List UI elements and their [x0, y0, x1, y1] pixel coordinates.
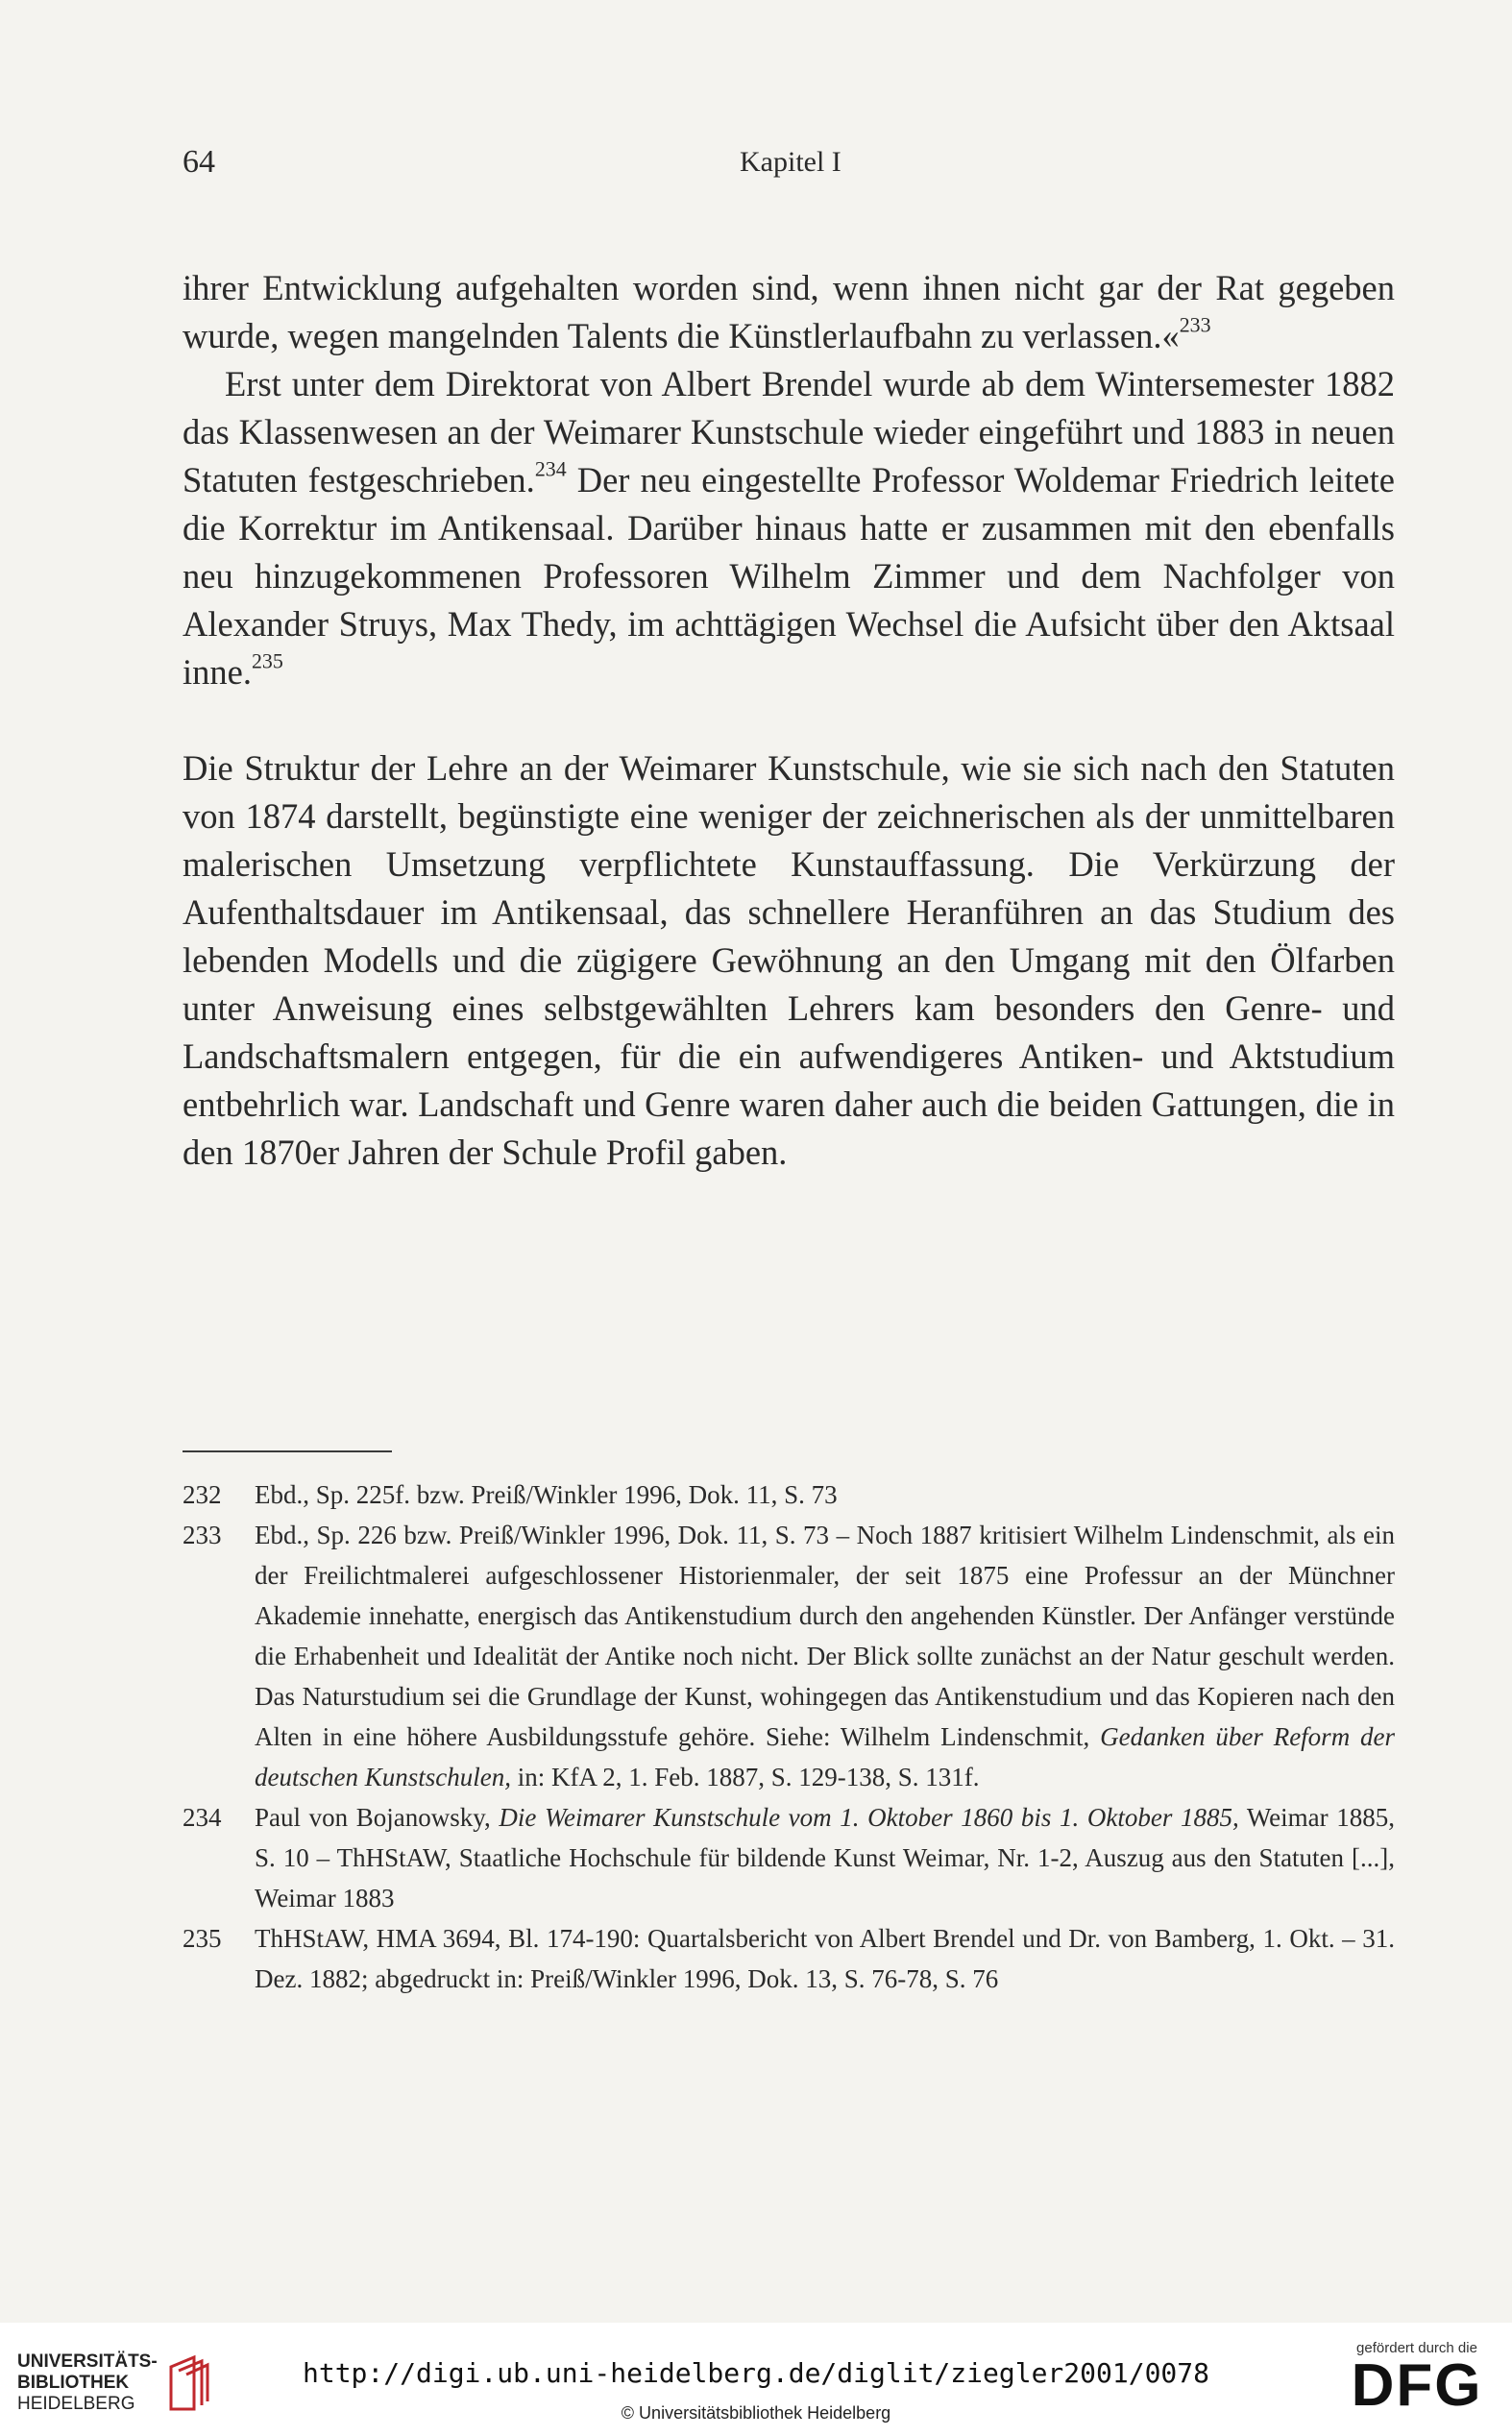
footnote-text-b: in: KfA 2, 1. Feb. 1887, S. 129-138, S. 131f.: [510, 1763, 980, 1791]
footnote-text-b: Weimar 1885, S. 10 – ThHStAW, Staatliche Hochschule für bildende Kunst Weimar, Nr. 1-2, Auszug aus den Statuten [...], Weimar 1883: [255, 1803, 1396, 1912]
page-number: 64: [183, 144, 215, 180]
footnote-number: 232: [183, 1480, 222, 1509]
paragraph-2-text-a: Erst unter dem Direktorat von Albert Brendel wurde ab dem Wintersemester 1882 das Klassenwesen an der Weimarer Kunstschule wieder eingeführt und 1883 in neuen Statuten festgeschrieben.: [183, 364, 1395, 499]
footnote-ref-234: 234: [534, 456, 567, 481]
footnote-number: 235: [183, 1924, 222, 1953]
footnote-divider: [183, 1450, 392, 1452]
footnote-number: 234: [183, 1803, 222, 1832]
paragraph-2-text-b: Der neu eingestellte Professor Woldemar Friedrich leitete die Korrektur im Antikensaal. Darüber hinaus hatte er zusammen mit den ebenfalls neu hinzugekommenen Professoren Wilhelm Zimmer und dem Nachfolger von Alexander Struys, Max Thedy, im achttägigen Wechsel die Aufsicht über den Aktsaal inne.: [183, 460, 1395, 692]
footnote-text: Ebd., Sp. 225f. bzw. Preiß/Winkler 1996, Dok. 11, S. 73: [255, 1480, 838, 1509]
footnote-text: [255, 1797, 1395, 1918]
paragraph-1: [183, 264, 1395, 360]
footnote-number: 233: [183, 1521, 222, 1549]
library-name-line-1: UNIVERSITÄTS-: [17, 2351, 158, 2372]
footnote-title: Gedanken über Reform der deutschen Kunstschulen,: [255, 1722, 1395, 1791]
footnote-text-a: Paul von Bojanowsky,: [255, 1803, 500, 1832]
body-text: [183, 264, 1395, 1177]
dfg-caption: gefördert durch die: [1356, 2340, 1477, 2356]
dfg-logo-text: DFG: [1351, 2352, 1483, 2419]
footnote-232: [183, 1474, 1395, 1515]
running-head: Kapitel I: [740, 146, 841, 178]
permalink-url[interactable]: http://digi.ub.uni-heidelberg.de/diglit/ziegler2001/0078: [302, 2357, 1209, 2389]
digitization-footer: [0, 2323, 1512, 2436]
footnote-233: [183, 1515, 1395, 1797]
footnotes: [183, 1474, 1395, 1999]
footnote-text-a: Ebd., Sp. 226 bzw. Preiß/Winkler 1996, Dok. 11, S. 73 – Noch 1887 kritisiert Wilhelm Lindenschmit, als ein der Freilichtmalerei aufgeschlossener Historienmaler, der seit 1875 eine Professur an der Münchner Akademie innehatte, energisch das Antikenstudium durch den angehenden Künstler. Der Anfänger verstünde die Erhabenheit und Idealität der Antike noch nicht. Der Blick sollte zunächst an der Natur geschult werden. Das Naturstudium sei die Grundlage der Kunst, wohingegen das Antikenstudium und das Kopieren nach den Alten in eine höhere Ausbildungsstufe gehöre. Siehe: Wilhelm Lindenschmit,: [255, 1521, 1395, 1751]
paragraph-1-text: ihrer Entwicklung aufgehalten worden sind, wenn ihnen nicht gar der Rat gegeben wurde, wegen mangelnden Talents die Künstlerlaufbahn zu verlassen.«: [183, 268, 1395, 355]
copyright-notice: © Universitätsbibliothek Heidelberg: [621, 2403, 891, 2423]
library-name-line-2: BIBLIOTHEK: [17, 2373, 130, 2393]
footnote-title: Die Weimarer Kunstschule vom 1. Oktober 1860 bis 1. Oktober 1885,: [499, 1803, 1239, 1832]
footnote-ref-233: 233: [1179, 312, 1211, 337]
footnote-ref-235: 235: [251, 648, 283, 673]
paragraph-3: Die Struktur der Lehre an der Weimarer Kunstschule, wie sie sich nach den Statuten von 1874 darstellt, begünstigte eine weniger der zeichnerischen als der unmittelbaren malerischen Umsetzung verpflichtete Kunstauffassung. Die Verkürzung der Aufenthaltsdauer im Antikensaal, das schnellere Heranführen an das Studium des lebenden Modells und die zügigere Gewöhnung an den Umgang mit den Ölfarben unter Anweisung eines selbstgewählten Lehrers kam besonders den Genre- und Landschaftsmalern entgegen, für die ein aufwendigeres Antiken- und Aktstudium entbehrlich war. Landschaft und Genre waren daher auch die beiden Gattungen, die in den 1870er Jahren der Schule Profil gaben.: [183, 748, 1395, 1172]
footnote-text: [255, 1515, 1395, 1797]
dfg-logo[interactable]: [1340, 2340, 1494, 2419]
footnote-text: ThHStAW, HMA 3694, Bl. 174-190: Quartalsbericht von Albert Brendel und Dr. von Bamberg, 1. Okt. – 31. Dez. 1882; abgedruckt in: Preiß/Winkler 1996, Dok. 13, S. 76-78, S. 76: [255, 1924, 1395, 1993]
paragraph-2: [183, 360, 1395, 696]
footnote-235: [183, 1918, 1395, 1999]
library-name-line-3: HEIDELBERG: [17, 2394, 135, 2414]
footnote-234: [183, 1797, 1395, 1918]
